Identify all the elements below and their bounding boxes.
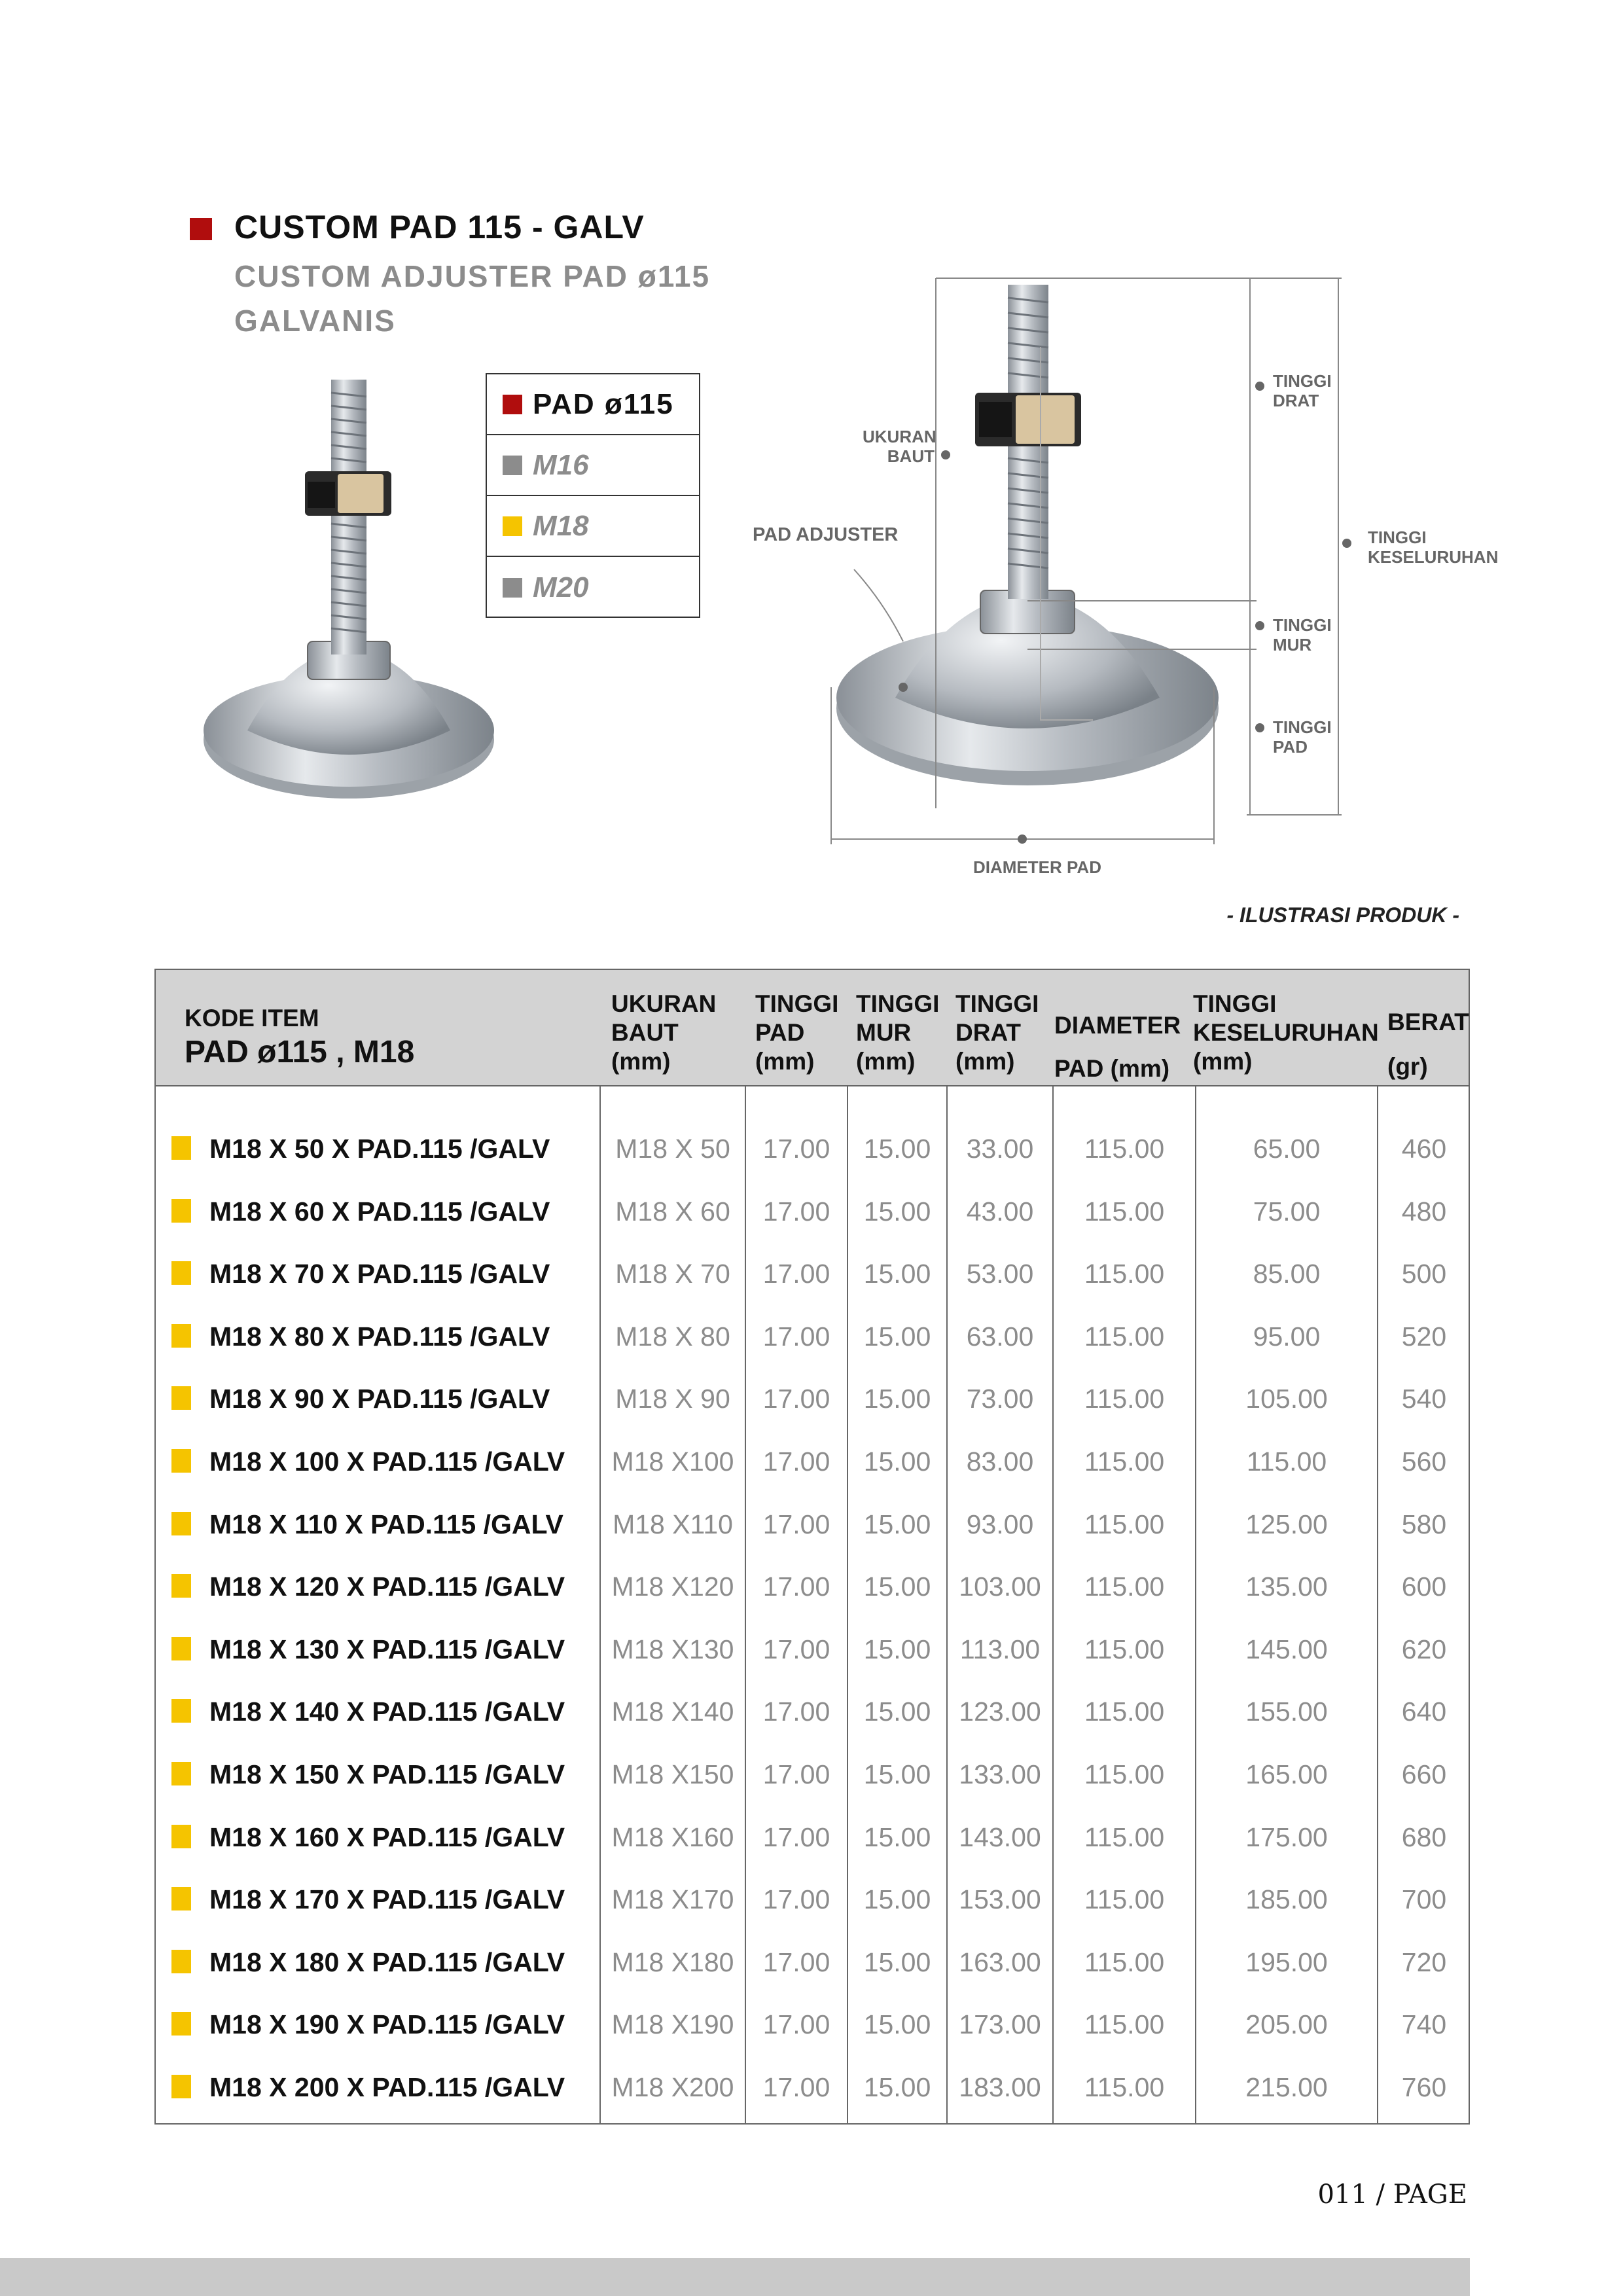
cell-drat: 93.00 [966, 1509, 1034, 1539]
cell-total: 165.00 [1245, 1759, 1328, 1789]
row-marker [171, 1324, 191, 1348]
cell-drat: 133.00 [959, 1759, 1041, 1789]
row-marker [171, 1637, 191, 1660]
label-line: TINGGI [1273, 615, 1332, 635]
cell-diameter: 115.00 [1084, 1446, 1165, 1477]
label-line: TINGGI [1273, 371, 1332, 391]
cell-baut: M18 X 80 [615, 1321, 730, 1352]
cell-total: 115.00 [1246, 1446, 1327, 1477]
cell-mur: 15.00 [863, 2072, 931, 2102]
header-line: (mm) [955, 1048, 1015, 1075]
spec-table [154, 969, 1470, 2125]
cell-pad: 17.00 [762, 1196, 830, 1227]
label-tinggi-keseluruhan [1368, 528, 1498, 567]
cell-pad: 17.00 [762, 1821, 830, 1852]
cell-mur: 15.00 [863, 1446, 931, 1477]
cell-pad: 17.00 [762, 1884, 830, 1915]
cell-berat: 460 [1401, 1134, 1447, 1164]
table-row [156, 1369, 1469, 1429]
label-line: TINGGI [1273, 717, 1332, 737]
cell-total: 205.00 [1245, 2009, 1328, 2040]
header-line: TINGGI [755, 990, 839, 1017]
table-header [156, 970, 1469, 1086]
page-title: CUSTOM PAD 115 - GALV [234, 209, 645, 245]
cell-pad: 17.00 [762, 2072, 830, 2102]
variant-label: M18 [533, 509, 589, 542]
cell-baut: M18 X160 [611, 1821, 734, 1852]
row-marker [171, 1199, 191, 1223]
variant-swatch [503, 456, 522, 475]
table-row [156, 2058, 1469, 2118]
cell-total: 175.00 [1245, 1821, 1328, 1852]
cell-pad: 17.00 [762, 1134, 830, 1164]
item-code: M18 X 70 X PAD.115 /GALV [209, 1259, 550, 1289]
cell-drat: 43.00 [966, 1196, 1034, 1227]
cell-drat: 83.00 [966, 1446, 1034, 1477]
cell-mur: 15.00 [863, 1634, 931, 1664]
variant-m16[interactable] [487, 435, 699, 496]
cell-diameter: 115.00 [1084, 1821, 1165, 1852]
label-diameter-pad: DIAMETER PAD [973, 857, 1101, 877]
variant-box [486, 373, 700, 618]
cell-mur: 15.00 [863, 1134, 931, 1164]
item-code: M18 X 110 X PAD.115 /GALV [209, 1509, 563, 1539]
cell-diameter: 115.00 [1084, 1321, 1165, 1352]
cell-pad: 17.00 [762, 1321, 830, 1352]
cell-mur: 15.00 [863, 1384, 931, 1414]
table-row [156, 1244, 1469, 1304]
cell-diameter: 115.00 [1084, 1384, 1165, 1414]
header-kode-item: KODE ITEM [185, 1005, 319, 1031]
cell-baut: M18 X140 [611, 1696, 734, 1727]
cell-berat: 520 [1401, 1321, 1447, 1352]
variant-swatch [503, 516, 522, 536]
cell-baut: M18 X120 [611, 1571, 734, 1602]
table-row [156, 1808, 1469, 1868]
table-row [156, 1182, 1469, 1242]
product-photo [183, 367, 524, 838]
variant-label: PAD ø115 [533, 387, 674, 420]
row-marker [171, 1825, 191, 1848]
header-line: PAD [755, 1019, 805, 1046]
item-code: M18 X 200 X PAD.115 /GALV [209, 2072, 565, 2102]
row-marker [171, 1699, 191, 1723]
cell-diameter: 115.00 [1084, 1196, 1165, 1227]
header-line: TINGGI [856, 990, 940, 1017]
cell-berat: 500 [1401, 1259, 1447, 1289]
header-line: (mm) [611, 1048, 671, 1075]
cell-baut: M18 X170 [611, 1884, 734, 1915]
cell-mur: 15.00 [863, 1821, 931, 1852]
table-row [156, 1682, 1469, 1742]
cell-berat: 720 [1401, 1946, 1447, 1977]
row-marker [171, 1950, 191, 1973]
variant-m20[interactable] [487, 557, 699, 618]
cell-drat: 113.00 [959, 1634, 1041, 1664]
row-marker [171, 1261, 191, 1285]
cell-berat: 480 [1401, 1196, 1447, 1227]
page-subtitle [234, 254, 710, 343]
item-code: M18 X 100 X PAD.115 /GALV [209, 1446, 565, 1477]
cell-pad: 17.00 [762, 2009, 830, 2040]
table-row [156, 1870, 1469, 1930]
header-line: MUR [856, 1019, 912, 1046]
cell-mur: 15.00 [863, 1196, 931, 1227]
row-marker [171, 1762, 191, 1785]
cell-diameter: 115.00 [1084, 1509, 1165, 1539]
cell-baut: M18 X 60 [615, 1196, 730, 1227]
label-line: BAUT [887, 446, 935, 466]
cell-berat: 540 [1401, 1384, 1447, 1414]
cell-total: 195.00 [1245, 1946, 1328, 1977]
cell-total: 185.00 [1245, 1884, 1328, 1915]
cell-diameter: 115.00 [1084, 1634, 1165, 1664]
page-number: 011 / PAGE [1317, 2179, 1467, 2210]
cell-berat: 740 [1401, 2009, 1447, 2040]
header-line: PAD (mm) [1054, 1055, 1170, 1082]
row-marker [171, 1887, 191, 1910]
row-marker [171, 2075, 191, 2098]
table-row [156, 1933, 1469, 1993]
item-code: M18 X 120 X PAD.115 /GALV [209, 1571, 565, 1602]
header-line: (gr) [1387, 1053, 1428, 1080]
cell-total: 105.00 [1245, 1384, 1328, 1414]
footer-bar [0, 2258, 1470, 2296]
subtitle-line-1: CUSTOM ADJUSTER PAD ø115 [234, 259, 711, 293]
header-line: (mm) [755, 1048, 815, 1075]
item-code: M18 X 90 X PAD.115 /GALV [209, 1384, 550, 1414]
row-marker [171, 1512, 191, 1535]
row-marker [171, 1386, 191, 1410]
header-line: DIAMETER [1054, 1012, 1181, 1039]
variant-label: M16 [533, 448, 589, 481]
label-pad-adjuster: PAD ADJUSTER [753, 524, 899, 545]
row-marker [171, 2012, 191, 2036]
label-line: KESELURUHAN [1368, 547, 1499, 567]
cell-baut: M18 X130 [611, 1634, 734, 1664]
item-code: M18 X 180 X PAD.115 /GALV [209, 1946, 565, 1977]
variant-label: M20 [533, 571, 589, 603]
cell-pad: 17.00 [762, 1446, 830, 1477]
table-row [156, 1119, 1469, 1179]
row-marker [171, 1574, 191, 1598]
header-tinggi-mur [856, 990, 939, 1076]
cell-baut: M18 X180 [611, 1946, 734, 1977]
illustration-caption: - ILUSTRASI PRODUK - [1226, 903, 1459, 927]
cell-diameter: 115.00 [1084, 1259, 1165, 1289]
cell-baut: M18 X190 [611, 2009, 734, 2040]
item-code: M18 X 160 X PAD.115 /GALV [209, 1821, 565, 1852]
cell-mur: 15.00 [863, 1509, 931, 1539]
cell-total: 85.00 [1253, 1259, 1321, 1289]
cell-total: 125.00 [1245, 1509, 1328, 1539]
cell-berat: 640 [1401, 1696, 1447, 1727]
header-line: DRAT [955, 1019, 1022, 1046]
header-tinggi-pad [755, 990, 838, 1076]
cell-total: 215.00 [1245, 2072, 1328, 2102]
cell-baut: M18 X 50 [615, 1134, 730, 1164]
cell-berat: 600 [1401, 1571, 1447, 1602]
variant-m18[interactable] [487, 496, 699, 557]
cell-pad: 17.00 [762, 1509, 830, 1539]
cell-mur: 15.00 [863, 1946, 931, 1977]
cell-total: 145.00 [1245, 1634, 1328, 1664]
cell-diameter: 115.00 [1084, 1759, 1165, 1789]
cell-mur: 15.00 [863, 2009, 931, 2040]
cell-berat: 560 [1401, 1446, 1447, 1477]
cell-diameter: 115.00 [1084, 1571, 1165, 1602]
dimension-illustration [818, 262, 1486, 877]
item-code: M18 X 150 X PAD.115 /GALV [209, 1759, 565, 1789]
cell-total: 75.00 [1253, 1196, 1321, 1227]
cell-drat: 123.00 [959, 1696, 1041, 1727]
cell-pad: 17.00 [762, 1634, 830, 1664]
header-line: UKURAN [611, 990, 717, 1017]
cell-berat: 760 [1401, 2072, 1447, 2102]
cell-baut: M18 X 70 [615, 1259, 730, 1289]
table-row [156, 1620, 1469, 1680]
table-row [156, 1995, 1469, 2055]
label-ukuran-baut [863, 427, 935, 466]
item-code: M18 X 60 X PAD.115 /GALV [209, 1196, 550, 1227]
table-row [156, 1557, 1469, 1617]
label-tinggi-pad [1273, 717, 1332, 757]
label-line: TINGGI [1368, 528, 1427, 547]
cell-pad: 17.00 [762, 1696, 830, 1727]
cell-drat: 153.00 [959, 1884, 1041, 1915]
cell-total: 155.00 [1245, 1696, 1328, 1727]
cell-mur: 15.00 [863, 1696, 931, 1727]
cell-berat: 620 [1401, 1634, 1447, 1664]
cell-baut: M18 X 90 [615, 1384, 730, 1414]
cell-drat: 73.00 [966, 1384, 1034, 1414]
cell-diameter: 115.00 [1084, 1946, 1165, 1977]
cell-mur: 15.00 [863, 1571, 931, 1602]
cell-diameter: 115.00 [1084, 2009, 1165, 2040]
header-line: BERAT [1387, 1009, 1469, 1035]
item-code: M18 X 50 X PAD.115 /GALV [209, 1134, 550, 1164]
cell-berat: 580 [1401, 1509, 1447, 1539]
variant-swatch [503, 395, 522, 414]
label-line: MUR [1273, 635, 1312, 655]
subtitle-line-2: GALVANIS [234, 304, 396, 338]
table-row [156, 1745, 1469, 1805]
item-code: M18 X 170 X PAD.115 /GALV [209, 1884, 565, 1915]
cell-baut: M18 X200 [611, 2072, 734, 2102]
cell-total: 65.00 [1253, 1134, 1321, 1164]
header-line: KESELURUHAN [1193, 1019, 1379, 1046]
cell-drat: 143.00 [959, 1821, 1041, 1852]
title-marker [190, 218, 212, 240]
item-code: M18 X 140 X PAD.115 /GALV [209, 1696, 565, 1727]
item-code: M18 X 130 X PAD.115 /GALV [209, 1634, 565, 1664]
cell-drat: 163.00 [959, 1946, 1041, 1977]
variant-pad115[interactable] [487, 374, 699, 435]
header-line: (mm) [856, 1048, 916, 1075]
header-line: TINGGI [955, 990, 1039, 1017]
row-marker [171, 1136, 191, 1160]
cell-total: 135.00 [1245, 1571, 1328, 1602]
cell-baut: M18 X110 [613, 1509, 733, 1539]
cell-mur: 15.00 [863, 1259, 931, 1289]
label-line: DRAT [1273, 391, 1319, 410]
cell-berat: 660 [1401, 1759, 1447, 1789]
header-berat [1387, 1000, 1469, 1089]
cell-total: 95.00 [1253, 1321, 1321, 1352]
header-line: BAUT [611, 1019, 679, 1046]
cell-mur: 15.00 [863, 1321, 931, 1352]
cell-mur: 15.00 [863, 1759, 931, 1789]
cell-pad: 17.00 [762, 1259, 830, 1289]
cell-drat: 53.00 [966, 1259, 1034, 1289]
table-row [156, 1307, 1469, 1367]
cell-pad: 17.00 [762, 1571, 830, 1602]
item-code: M18 X 80 X PAD.115 /GALV [209, 1321, 550, 1352]
header-tinggi-drat [955, 990, 1039, 1076]
table-row [156, 1432, 1469, 1492]
label-line: PAD [1273, 737, 1308, 757]
label-tinggi-drat [1273, 371, 1332, 410]
header-kode-sub: PAD ø115 , M18 [185, 1035, 415, 1069]
cell-pad: 17.00 [762, 1759, 830, 1789]
cell-drat: 183.00 [959, 2072, 1041, 2102]
row-marker [171, 1449, 191, 1473]
cell-diameter: 115.00 [1084, 1696, 1165, 1727]
cell-berat: 700 [1401, 1884, 1447, 1915]
cell-baut: M18 X150 [611, 1759, 734, 1789]
cell-drat: 173.00 [959, 2009, 1041, 2040]
cell-diameter: 115.00 [1084, 1884, 1165, 1915]
cell-berat: 680 [1401, 1821, 1447, 1852]
header-ukuran-baut [611, 990, 716, 1076]
cell-pad: 17.00 [762, 1946, 830, 1977]
variant-swatch [503, 578, 522, 598]
header-diameter [1054, 1004, 1181, 1090]
header-tinggi-keseluruhan [1193, 990, 1379, 1076]
cell-diameter: 115.00 [1084, 2072, 1165, 2102]
cell-pad: 17.00 [762, 1384, 830, 1414]
cell-mur: 15.00 [863, 1884, 931, 1915]
cell-drat: 63.00 [966, 1321, 1034, 1352]
table-row [156, 1495, 1469, 1555]
label-line: UKURAN [863, 427, 936, 446]
cell-drat: 33.00 [966, 1134, 1034, 1164]
label-tinggi-mur [1273, 615, 1332, 655]
cell-diameter: 115.00 [1084, 1134, 1165, 1164]
item-code: M18 X 190 X PAD.115 /GALV [209, 2009, 565, 2040]
cell-drat: 103.00 [959, 1571, 1041, 1602]
cell-baut: M18 X100 [611, 1446, 734, 1477]
header-line: TINGGI [1193, 990, 1277, 1017]
header-line: (mm) [1193, 1048, 1253, 1075]
